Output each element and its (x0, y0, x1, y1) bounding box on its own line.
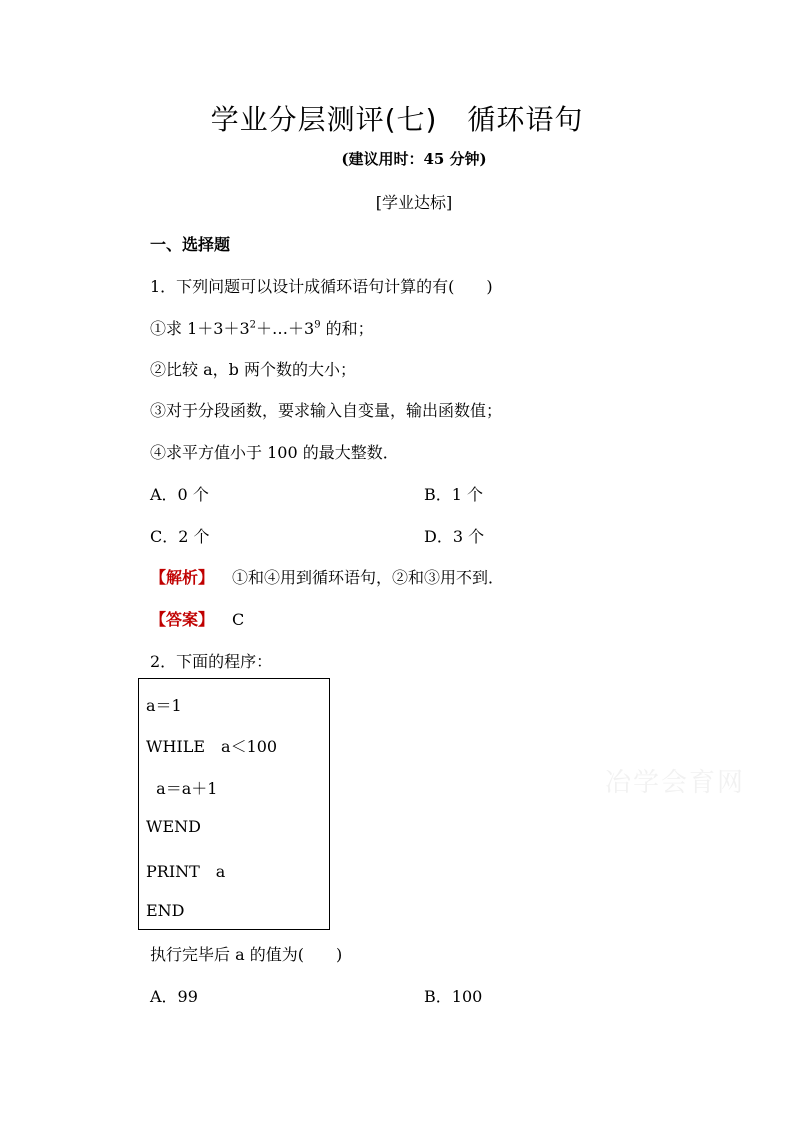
program-code-box (138, 678, 330, 930)
question-2-option-a: A．99 (150, 987, 198, 1006)
analysis-tag: 【解析】 (150, 568, 215, 587)
answer-text: C (232, 610, 245, 629)
code-line: WEND (146, 817, 201, 836)
code-line: a＝1 (146, 696, 182, 715)
question-1-option-a: A．0 个 (150, 485, 209, 504)
question-1-stem: 1．下列问题可以设计成循环语句计算的有( ) (150, 277, 493, 296)
code-line: END (146, 901, 185, 920)
question-1-answer (150, 607, 244, 630)
question-1-option-b: B．1 个 (424, 485, 484, 504)
analysis-text: ①和④用到循环语句，②和③用不到． (232, 568, 505, 587)
suggested-time: (建议用时：45 分钟) (341, 150, 487, 168)
question-1-item-4: ④求平方值小于 100 的最大整数． (150, 443, 399, 462)
code-line: WHILE a＜100 (146, 737, 278, 756)
code-line: PRINT a (146, 862, 226, 881)
question-2-option-b: B．100 (424, 987, 483, 1006)
page-title: 学业分层测评(七) 循环语句 (210, 103, 584, 136)
answer-tag: 【答案】 (150, 610, 215, 629)
question-1-item-3: ③对于分段函数，要求输入自变量，输出函数值； (150, 401, 503, 420)
level-heading: [学业达标] (375, 193, 453, 212)
question-1-option-c: C．2 个 (150, 527, 210, 546)
question-1-item-1: ①求 $1+3+3^2+\dots+3^9$ 的和； (150, 319, 374, 338)
section-title: 一、选择题 (150, 235, 231, 254)
code-line: a＝a＋1 (146, 779, 218, 798)
question-1-option-d: D．3 个 (424, 527, 485, 546)
question-1-item-2: ②比较 a，b 两个数的大小； (150, 360, 356, 379)
question-2-stem: 2．下面的程序： (150, 652, 273, 671)
question-1-analysis (150, 565, 504, 588)
question-2-text: 执行完毕后 a 的值为( ) (150, 945, 343, 964)
topic-title: 循环语句 (467, 103, 584, 136)
watermark: 冶学会育网 (605, 768, 746, 798)
